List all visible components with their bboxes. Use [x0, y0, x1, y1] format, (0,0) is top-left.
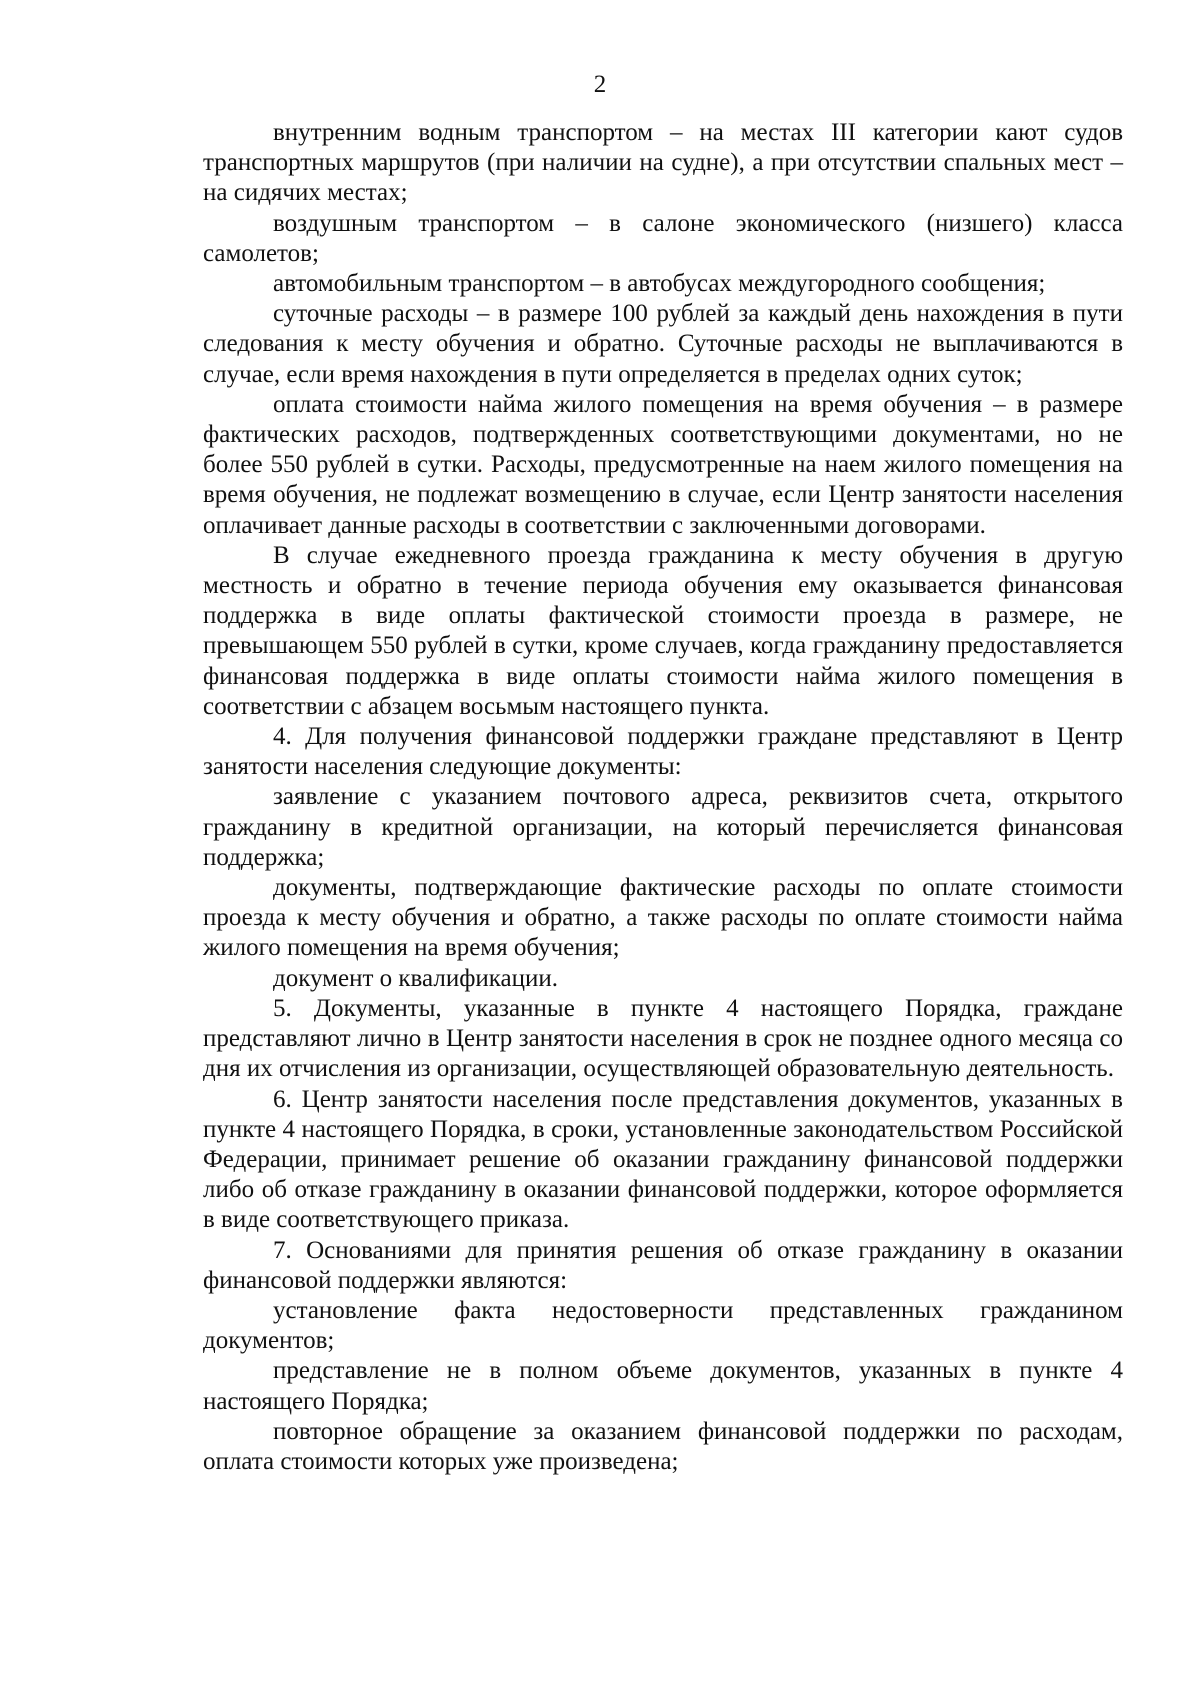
page-number: 2: [593, 71, 607, 98]
paragraph-false-documents: установление факта недостоверности представленных гражданином документов;: [203, 1296, 1123, 1355]
paragraph-expense-documents: документы, подтверждающие фактические расходы по оплате стоимости проезда к месту обучения и обратно, а также расходы по оплате стоимости найма жилого помещения на время обучения;: [203, 874, 1123, 962]
document-body: [203, 118, 1123, 1477]
paragraph-item-7: 7. Основаниями для принятия решения об отказе гражданину в оказании финансовой поддержки являются:: [203, 1236, 1123, 1294]
paragraph-item-4: 4. Для получения финансовой поддержки граждане представляют в Центр занятости населения следующие документы:: [203, 723, 1123, 781]
paragraph-daily-expenses: суточные расходы – в размере 100 рублей за каждый день нахождения в пути следования к месту обучения и обратно. Суточные расходы не выплачиваются в случае, если время нахождения в пути определяется в пределах одних суток;: [203, 300, 1123, 388]
paragraph-repeated-request: повторное обращение за оказанием финансовой поддержки по расходам, оплата стоимости которых уже произведена;: [203, 1417, 1123, 1475]
paragraph-auto-transport: автомобильным транспортом – в автобусах междугородного сообщения;: [273, 270, 1046, 298]
paragraph-application: заявление с указанием почтового адреса, реквизитов счета, открытого гражданину в кредитной организации, на который перечисляется финансовая поддержка;: [203, 783, 1123, 871]
paragraph-item-6: 6. Центр занятости населения после представления документов, указанных в пункте 4 настоящего Порядка, в сроки, установленные законодательством Российской Федерации, принимает решение об оказании гражданину финансовой поддержки либо об отказе гражданину в оказании финансовой поддержки, которое оформляется в виде соответствующего приказа.: [203, 1085, 1123, 1234]
paragraph-item-5: 5. Документы, указанные в пункте 4 настоящего Порядка, граждане представляют лично в Центр занятости населения в срок не позднее одного месяца со дня их отчисления из организации, осуществляющей образовательную деятельность.: [203, 994, 1123, 1083]
paragraph-daily-commute: В случае ежедневного проезда гражданина к месту обучения в другую местность и обратно в течение периода обучения ему оказывается финансовая поддержка в виде оплаты фактической стоимости проезда в размере, не превышающем 550 рублей в сутки, кроме случаев, когда гражданину предоставляется финансовая поддержка в виде оплаты стоимости найма жилого помещения в соответствии с абзацем восьмым настоящего пункта.: [203, 541, 1123, 720]
paragraph-air-transport: воздушным транспортом – в салоне экономического (низшего) класса самолетов;: [203, 209, 1123, 267]
paragraph-housing-cost: оплата стоимости найма жилого помещения на время обучения – в размере фактических расходов, подтвержденных соответствующими документами, но не более 550 рублей в сутки. Расходы, предусмотренные на наем жилого помещения на время обучения, не подлежат возмещению в случае, если Центр занятости населения оплачивает данные расходы в соответствии с заключенными договорами.: [203, 390, 1123, 539]
paragraph-qualification-document: документ о квалификации.: [273, 964, 559, 992]
paragraph-water-transport: внутренним водным транспортом – на местах III категории кают судов транспортных маршрутов (при наличии на судне), а при отсутствии спальных мест – на сидячих местах;: [203, 119, 1123, 207]
paragraph-incomplete-documents: представление не в полном объеме документов, указанных в пункте 4 настоящего Порядка;: [203, 1357, 1123, 1415]
